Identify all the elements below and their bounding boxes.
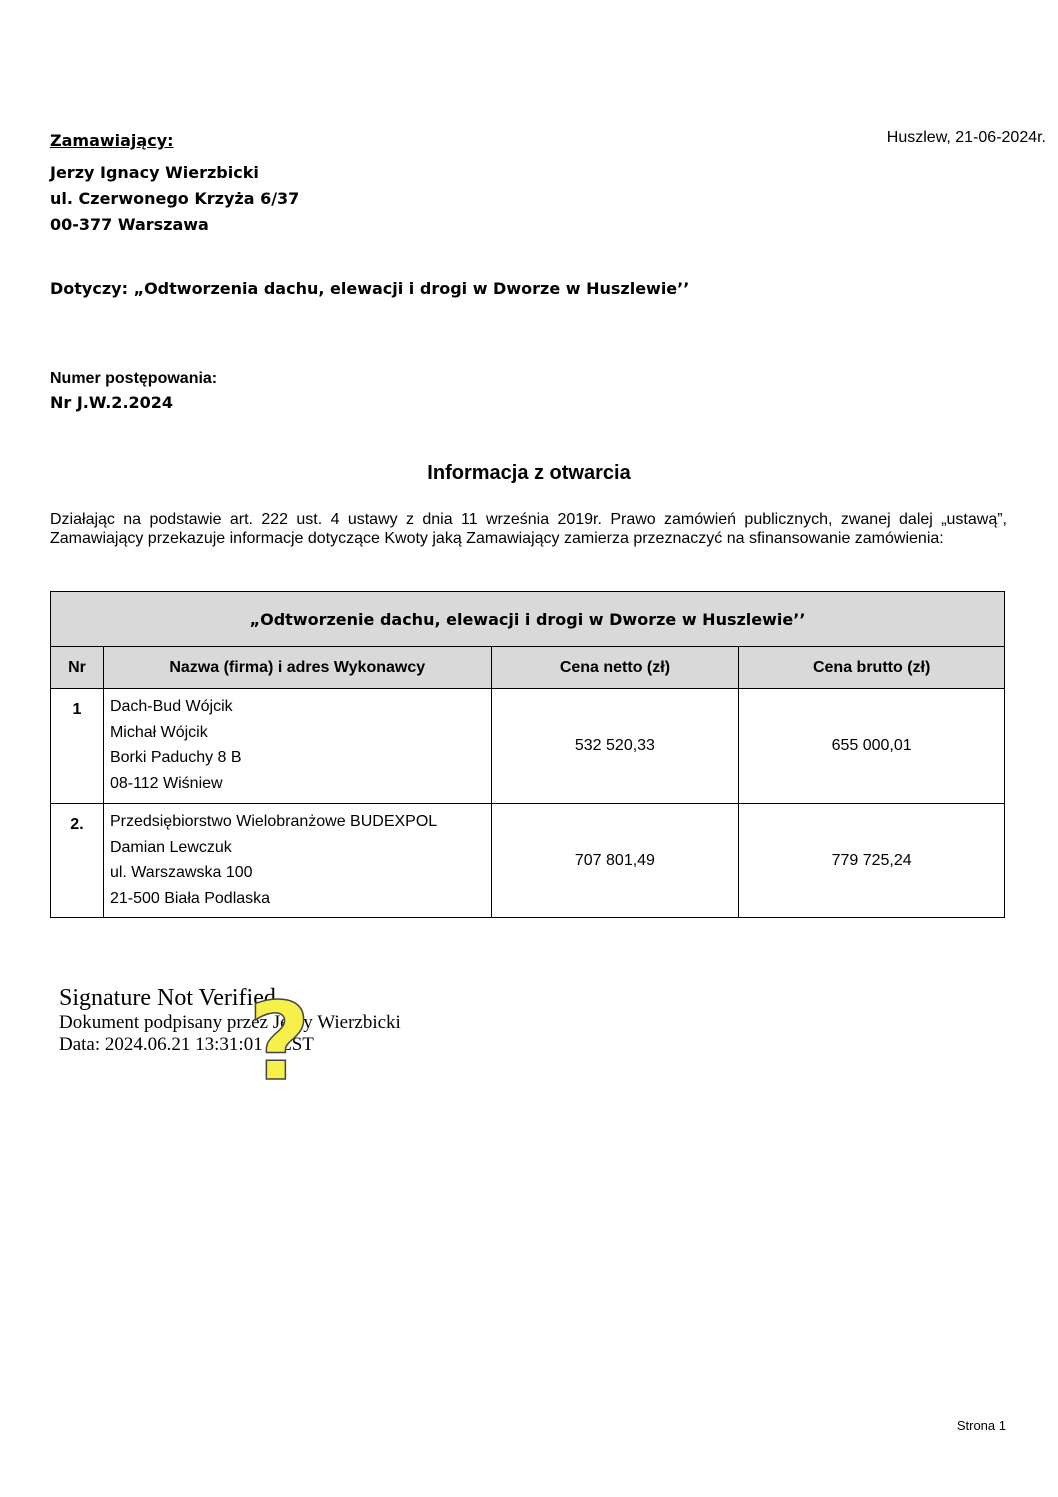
intro-paragraph: Działając na podstawie art. 222 ust. 4 ustawy z dnia 11 września 2019r. Prawo zamówień publicznych, zwanej dalej „ustawą”, Zamawiający przekazuje informacje dotyczące Kwoty jaką Zamawiający zamierza przeznaczyć na sfinansowanie zamówienia: [50, 511, 1007, 547]
net-price: 707 801,49 [491, 804, 739, 918]
signature-block [59, 984, 401, 1056]
contractor-line: ul. Warszawska 100 [109, 864, 253, 881]
net-price: 532 520,33 [491, 689, 739, 804]
orderer-address [50, 160, 299, 238]
place-date: Huszlew, 21-06-2024r. [886, 129, 1046, 146]
contractor-line: 08-112 Wiśniew [109, 774, 223, 792]
column-header-contractor: Nazwa (firma) i adres Wykonawcy [103, 647, 491, 689]
table-title-row [51, 592, 1005, 647]
question-mark-icon [246, 975, 310, 1092]
document-heading: Informacja z otwarcia [427, 462, 631, 484]
row-number: 1 [51, 689, 104, 804]
subject-line [50, 279, 689, 298]
signature-date: Data: 2024.06.21 13:31:01 CEST [59, 1034, 314, 1055]
gross-price: 655 000,01 [739, 689, 1005, 804]
table-row [51, 689, 1005, 804]
orderer-name: Jerzy Ignacy Wierzbicki [50, 163, 259, 182]
procedure-label: Numer postępowania: [50, 370, 218, 387]
procedure-number: Nr J.W.2.2024 [50, 393, 174, 412]
table-row [51, 804, 1005, 918]
gross-price: 779 725,24 [739, 804, 1005, 918]
subject-title: „Odtworzenia dachu, elewacji i drogi w Dworze w Huszlewie’’ [133, 279, 690, 298]
subject-label: Dotyczy: [50, 279, 128, 298]
table-title: „Odtworzenie dachu, elewacji i drogi w Dworze w Huszlewie’’ [51, 592, 1005, 647]
orderer-city: 00-377 Warszawa [50, 215, 209, 234]
contractor-line: Dach-Bud Wójcik [109, 698, 233, 715]
offers-table [50, 591, 1005, 918]
page-number: Strona 1 [956, 1418, 1006, 1433]
contractor-line: Przedsiębiorstwo Wielobranżowe BUDEXPOL [109, 813, 438, 830]
column-header-nr: Nr [51, 647, 104, 689]
orderer-label: Zamawiający: [50, 131, 174, 150]
contractor-line: Borki Paduchy 8 B [109, 749, 242, 766]
signature-status: Signature Not Verified [59, 985, 276, 1011]
contractor-line: Damian Lewczuk [109, 838, 232, 856]
contractor-line: Michał Wójcik [109, 723, 208, 741]
question-mark-glyph: ? [248, 980, 310, 1087]
contractor-line: 21-500 Biała Podlaska [109, 889, 271, 907]
contractor-address [103, 804, 491, 918]
table-header-row [51, 647, 1005, 689]
column-header-gross-price: Cena brutto (zł) [739, 647, 1005, 689]
column-header-net-price: Cena netto (zł) [491, 647, 739, 689]
orderer-street: ul. Czerwonego Krzyża 6/37 [50, 189, 300, 208]
row-number: 2. [51, 804, 104, 918]
contractor-address [103, 689, 491, 804]
signature-signer: Dokument podpisany przez Jerzy Wierzbicki [59, 1012, 401, 1033]
